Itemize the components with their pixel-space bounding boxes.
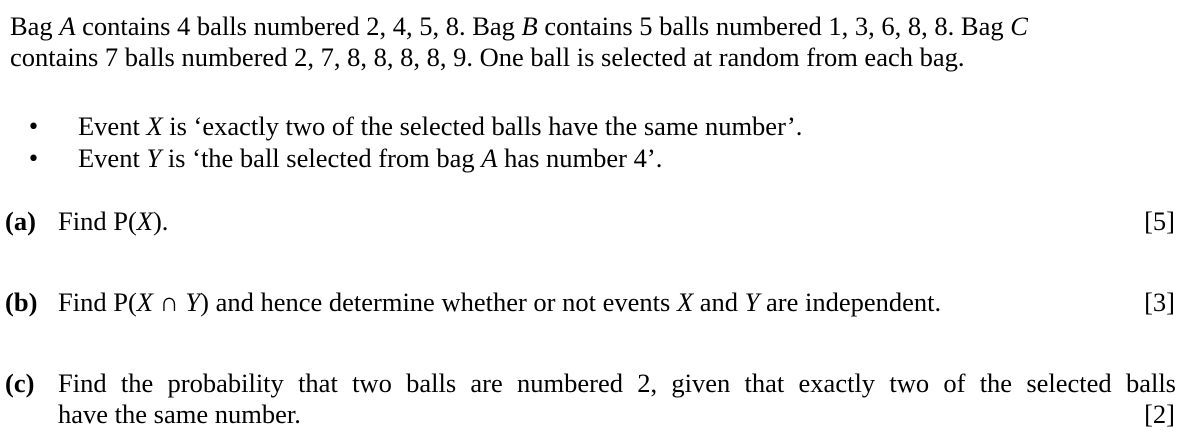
part-c-label [5, 367, 34, 399]
question-text: Find P( [58, 287, 137, 317]
part-label: (a) [5, 206, 36, 236]
part-b-question [58, 286, 941, 318]
var-x: X [136, 287, 153, 317]
part-label: (c) [5, 368, 35, 398]
part-a-question [58, 205, 168, 237]
question-text: are independent. [759, 287, 942, 317]
bag-a-label: A [59, 11, 76, 41]
part-b-marks: [3] [1144, 287, 1175, 317]
intro-text: contains 5 balls numbered 1, 3, 6, 8, 8. Bag [537, 11, 1011, 41]
bullet-text: is ‘exactly two of the selected balls have the same number’. [162, 111, 803, 141]
part-c-marks: [2] [1144, 399, 1175, 429]
intro-text: Bag [10, 11, 60, 41]
intro-line-1 [10, 10, 1028, 42]
bullet-text: Event [78, 143, 147, 173]
bag-b-label: B [521, 11, 538, 41]
question-text: ) and hence determine whether or not events [200, 287, 677, 317]
intersection-symbol: ∩ [152, 287, 186, 317]
question-text: Find P( [58, 206, 137, 236]
var-x: X [136, 206, 153, 236]
bullet-text: Event [78, 111, 147, 141]
bullet-text: is ‘the ball selected from bag [161, 143, 482, 173]
var-y: Y [146, 143, 162, 173]
question-text: ). [152, 206, 169, 236]
intro-line-2: contains 7 balls numbered 2, 7, 8, 8, 8, 8, 9. One ball is selected at random from each bag. [10, 42, 965, 72]
bag-a-label: A [481, 143, 498, 173]
intro-text: contains 4 balls numbered 2, 4, 5, 8. Bag [75, 11, 522, 41]
bullet-icon: • [27, 147, 40, 172]
bullet-text: has number 4’. [497, 143, 663, 173]
var-y: Y [185, 287, 201, 317]
var-y: Y [744, 287, 760, 317]
part-c-question-line-1: Find the probability that two balls are numbered 2, given that exactly two of the selected balls [58, 368, 1176, 398]
bullet-icon: • [27, 115, 40, 140]
var-x: X [676, 287, 694, 317]
part-a-marks: [5] [1144, 206, 1175, 236]
part-a-label [5, 205, 36, 237]
question-text: and [693, 287, 745, 317]
part-c-question-line-2: have the same number. [58, 399, 301, 429]
var-x: X [146, 111, 163, 141]
part-label: (b) [5, 287, 38, 317]
bullet-event-x [78, 110, 802, 142]
bag-c-label: C [1010, 11, 1028, 41]
part-b-label [5, 286, 37, 318]
bullet-event-y [78, 142, 662, 174]
